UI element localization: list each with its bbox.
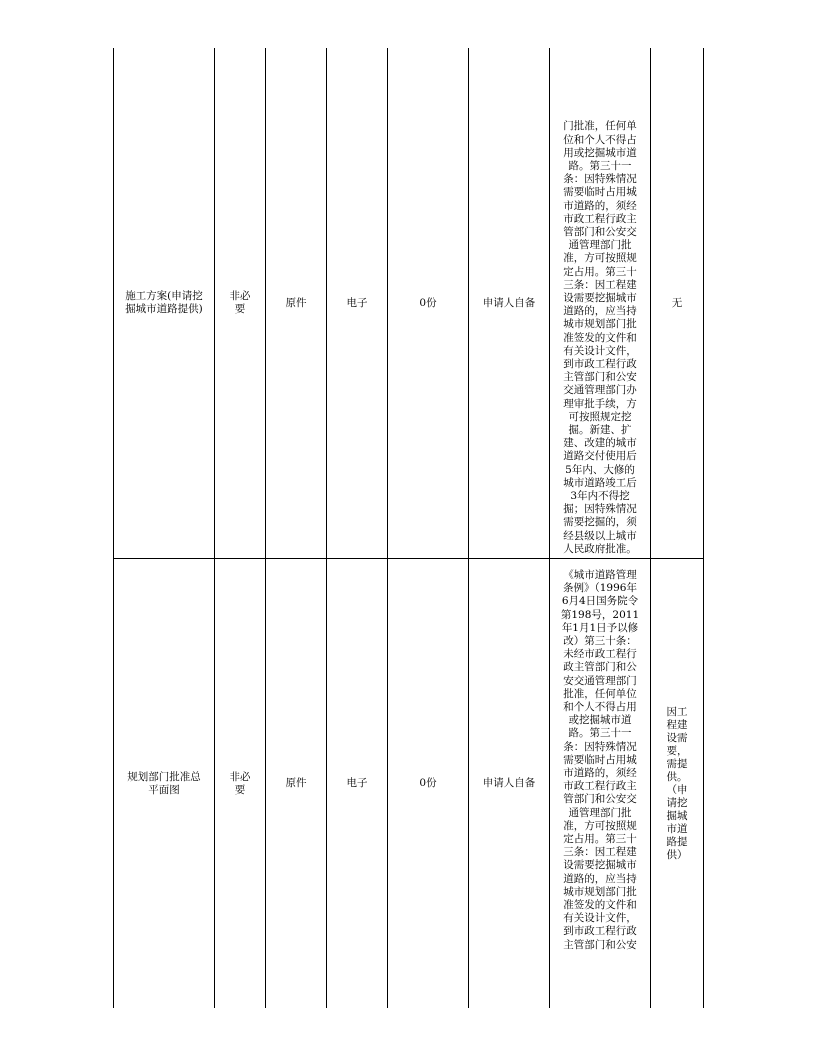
carrier-value: 电子 — [346, 296, 368, 309]
required-cell — [215, 559, 266, 1009]
carrier-value: 电子 — [346, 777, 368, 789]
material-name-cell — [114, 559, 215, 1009]
carrier-cell — [327, 48, 388, 559]
source-value: 申请人自备 — [482, 777, 536, 789]
form-value: 原件 — [285, 296, 307, 309]
carrier-cell — [327, 559, 388, 1009]
remark-cell — [651, 559, 704, 1009]
form-cell — [266, 48, 327, 559]
copies-cell — [388, 559, 469, 1009]
document-page — [113, 48, 703, 1008]
copies-value: 0份 — [419, 296, 437, 309]
remark-cell — [651, 48, 704, 559]
legal-basis-cell — [550, 559, 651, 1009]
legal-basis-text: 门批准，任何单位和个人不得占用或挖掘城市道路。第三十一条：因特殊情况需要临时占用城市道路的，须经市政工程行政主管部门和公安交通管理部门批准，方可按照规定占用。第三十三条：因工程建设需要挖掘城市道路的，应当持城市规划部门批准签发的文件和有关设计文件，到市政工程行政主管部门和公安交通管理部门办理审批手续，方可按照规定挖掘。新建、扩建、改建的城市道路交付使用后5年内、大修的城市道路竣工后3年内不得挖掘；因特殊情况需要挖掘的，须经县级以上城市人民政府批准。 — [563, 120, 637, 555]
form-cell — [266, 559, 327, 1009]
material-name: 施工方案(申请挖掘城市道路提供) — [125, 290, 203, 315]
source-cell — [469, 48, 550, 559]
source-value: 申请人自备 — [482, 296, 536, 309]
materials-table — [113, 48, 704, 1008]
copies-value: 0份 — [419, 777, 437, 789]
table-row — [114, 559, 704, 1009]
required-value: 非必要 — [229, 290, 251, 315]
legal-basis-text: 《城市道路管理条例》（1996年6月4日国务院令第198号，2011年1月1日予以修改）第三十条：未经市政工程行政主管部门和公安交通管理部门批准，任何单位和个人不得占用或挖掘城市道路。第三十一条：因特殊情况需要临时占用城市道路的，须经市政工程行政主管部门和公安交通管理部门批准，方可按照规定占用。第三十三条：因工程建设需要挖掘城市道路的，应当持城市规划部门批准签发的文件和有关设计文件，到市政工程行政主管部门和公安 — [560, 569, 640, 951]
source-cell — [469, 559, 550, 1009]
remark-value: 因工程建设需要，需提供。（申请挖掘城市道路提供） — [666, 705, 688, 861]
remark-value: 无 — [671, 296, 683, 309]
legal-basis-cell — [550, 48, 651, 559]
form-value: 原件 — [285, 777, 307, 789]
copies-cell — [388, 48, 469, 559]
material-name-cell — [114, 48, 215, 559]
required-value: 非必要 — [229, 770, 251, 796]
required-cell — [215, 48, 266, 559]
material-name: 规划部门批准总平面图 — [127, 770, 201, 796]
table-row — [114, 48, 704, 559]
